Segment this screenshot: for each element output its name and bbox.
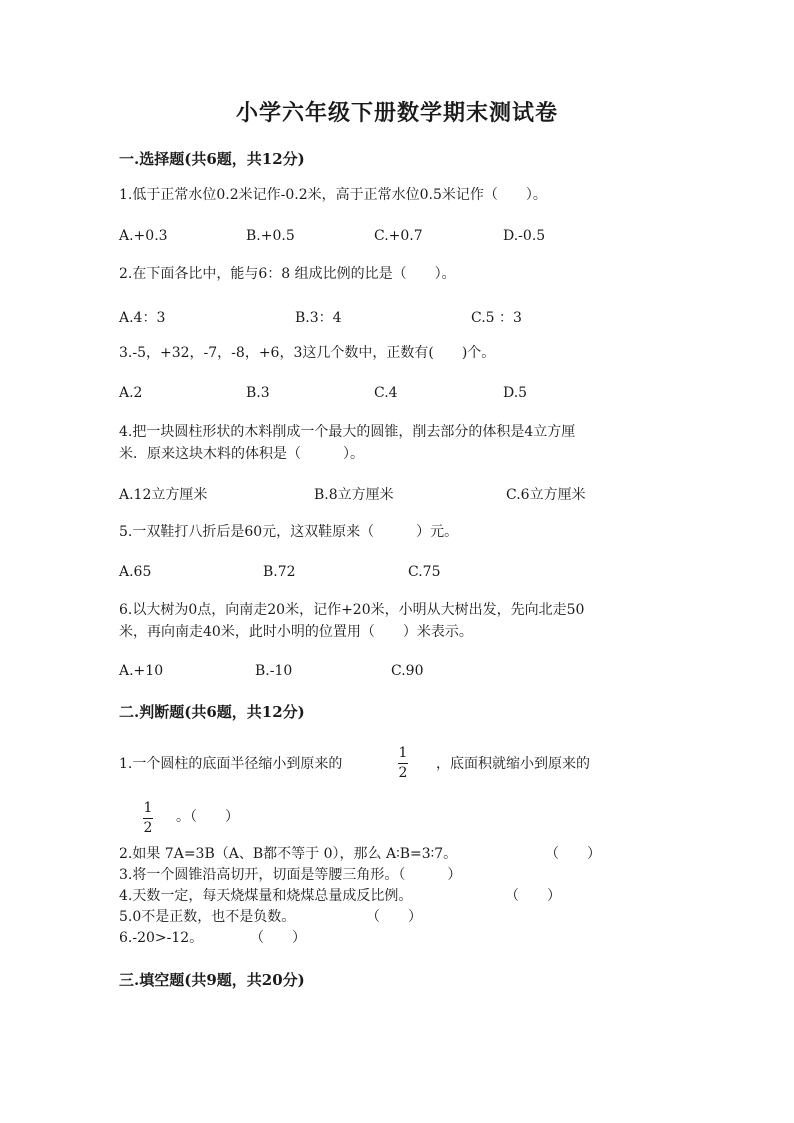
choice-q6-line1: 6.以大树为0点，向南走20米，记作+20米，小明从大树出发，先向北走50 bbox=[119, 602, 585, 618]
choice-q3-option-a: A.2 bbox=[119, 385, 143, 401]
fraction-bar bbox=[143, 818, 153, 819]
section-heading-judge: 二.判断题(共6题，共12分) bbox=[119, 703, 305, 721]
fraction-denominator: 2 bbox=[398, 765, 408, 781]
fraction-denominator: 2 bbox=[143, 820, 153, 836]
choice-q2-option-b: B.3：4 bbox=[295, 310, 342, 326]
choice-q3-option-b: B.3 bbox=[246, 385, 270, 401]
judge-q2-answer-paren: （ ） bbox=[545, 846, 601, 862]
fraction-one-half bbox=[398, 746, 408, 781]
choice-q1: 1.低于正常水位0.2米记作-0.2米，高于正常水位0.5米记作（ ）。 bbox=[119, 187, 547, 203]
choice-q6-option-a: A.+10 bbox=[119, 663, 164, 679]
fraction-numerator: 1 bbox=[398, 745, 408, 761]
choice-q2-option-a: A.4：3 bbox=[119, 310, 166, 326]
judge-q6: 6.-20>-12。 bbox=[119, 930, 204, 946]
choice-q3-option-c: C.4 bbox=[374, 385, 398, 401]
fraction-one-half bbox=[143, 801, 153, 836]
judge-q3: 3.将一个圆锥沿高切开，切面是等腰三角形。（ ） bbox=[119, 867, 462, 883]
judge-q1-part3: 。（ ） bbox=[176, 809, 239, 825]
judge-q1-part2: ，底面积就缩小到原来的 bbox=[436, 756, 590, 772]
choice-q4-option-b: B.8立方厘米 bbox=[314, 487, 394, 503]
choice-q1-option-c: C.+0.7 bbox=[374, 228, 423, 244]
judge-q1-part1: 1.一个圆柱的底面半径缩小到原来的 bbox=[119, 756, 343, 772]
judge-q5-answer-paren: （ ） bbox=[366, 909, 422, 925]
judge-q4-answer-paren: （ ） bbox=[505, 888, 561, 904]
choice-q5-option-b: B.72 bbox=[263, 564, 296, 580]
choice-q1-option-d: D.-0.5 bbox=[503, 228, 546, 244]
choice-q5-option-a: A.65 bbox=[119, 564, 152, 580]
fraction-bar bbox=[398, 763, 408, 764]
choice-q3: 3.-5，+32，-7，-8，+6，3这几个数中，正数有( )个。 bbox=[119, 345, 496, 361]
choice-q1-option-a: A.+0.3 bbox=[119, 228, 168, 244]
choice-q4-line1: 4.把一块圆柱形状的木料削成一个最大的圆锥，削去部分的体积是4立方厘 bbox=[119, 424, 576, 440]
choice-q4-option-a: A.12立方厘米 bbox=[119, 487, 208, 503]
choice-q4-line2: 米．原来这块木料的体积是（ ）。 bbox=[119, 446, 364, 462]
choice-q5: 5.一双鞋打八折后是60元，这双鞋原来（ ）元。 bbox=[119, 524, 459, 540]
section-heading-choice: 一.选择题(共6题，共12分) bbox=[119, 150, 305, 168]
choice-q6-option-c: C.90 bbox=[391, 663, 424, 679]
judge-q5: 5.0不是正数，也不是负数。 bbox=[119, 909, 296, 925]
judge-q6-answer-paren: （ ） bbox=[250, 930, 306, 946]
judge-q2: 2.如果 7A=3B（A、B都不等于 0），那么 A∶B=3∶7。 bbox=[119, 846, 458, 862]
fraction-numerator: 1 bbox=[143, 800, 153, 816]
choice-q2: 2.在下面各比中，能与6：8 组成比例的比是（ ）。 bbox=[119, 266, 456, 282]
choice-q1-option-b: B.+0.5 bbox=[246, 228, 295, 244]
page-title: 小学六年级下册数学期末测试卷 bbox=[235, 100, 558, 126]
choice-q5-option-c: C.75 bbox=[408, 564, 441, 580]
choice-q4-option-c: C.6立方厘米 bbox=[506, 487, 586, 503]
choice-q6-line2: 米，再向南走40米，此时小明的位置用（ ）米表示。 bbox=[119, 624, 473, 640]
choice-q6-option-b: B.-10 bbox=[255, 663, 293, 679]
section-heading-fill-blank: 三.填空题(共9题，共20分) bbox=[119, 971, 305, 989]
choice-q3-option-d: D.5 bbox=[503, 385, 528, 401]
judge-q4: 4.天数一定，每天烧煤量和烧煤总量成反比例。 bbox=[119, 888, 413, 904]
choice-q2-option-c: C.5 ：3 bbox=[471, 310, 522, 326]
